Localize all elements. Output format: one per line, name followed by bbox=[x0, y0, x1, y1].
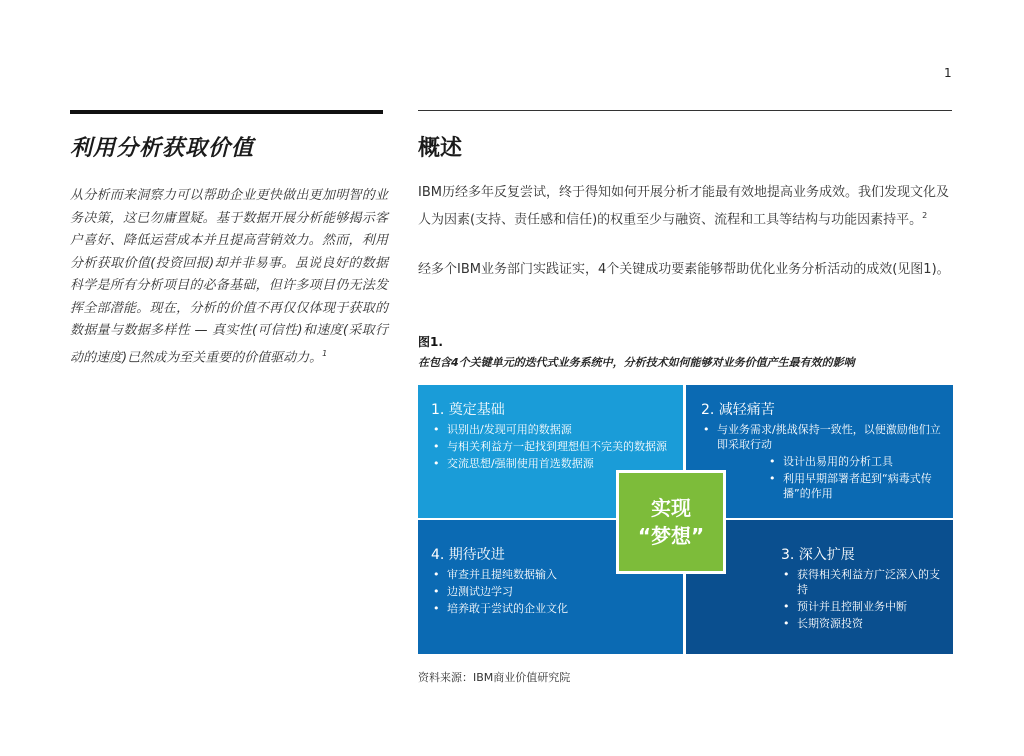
list-item: • 与相关利益方一起找到理想但不完美的数据源 bbox=[431, 439, 671, 454]
footnote-ref-2: 2 bbox=[922, 210, 928, 220]
quadrant-title: 3. 深入扩展 bbox=[781, 547, 855, 563]
list-item: • 边测试边学习 bbox=[431, 584, 671, 599]
left-section-title: 利用分析获取价值 bbox=[70, 136, 255, 161]
quadrant-list bbox=[781, 567, 943, 633]
list-item: • 交流思想/强制使用首选数据源 bbox=[431, 456, 671, 471]
overview-paragraph-2: 经多个IBM业务部门实践证实，4个关键成功要素能够帮助优化业务分析活动的成效(见图1)。 bbox=[418, 262, 950, 277]
list-item: • 预计并且控制业务中断 bbox=[781, 599, 943, 614]
figure-caption: 在包含4个关键单元的迭代式业务系统中，分析技术如何能够对业务价值产生最有效的影响 bbox=[418, 356, 855, 369]
center-line-1: 实现 bbox=[651, 496, 691, 520]
paragraph-1-text: IBM历经多年反复尝试，终于得知如何开展分析才能最有效地提高业务成效。我们发现文化及人为因素(支持、责任感和信任)的权重至少与融资、流程和工具等结构与功能因素持平。 bbox=[418, 185, 949, 227]
list-item: • 与业务需求/挑战保持一致性，以便激励他们立即采取行动 bbox=[701, 422, 941, 452]
quadrant-title: 4. 期待改进 bbox=[431, 547, 505, 563]
list-item: • 设计出易用的分析工具 bbox=[767, 454, 941, 469]
quadrant-list bbox=[431, 567, 671, 618]
right-header-rule bbox=[418, 110, 952, 111]
page-number: 1 bbox=[944, 66, 952, 80]
list-item: • 审查并且提纯数据输入 bbox=[431, 567, 671, 582]
quadrant-list bbox=[701, 422, 941, 503]
center-goal-box bbox=[616, 470, 726, 574]
footnote-ref-1: 1 bbox=[322, 348, 328, 358]
overview-paragraph-1 bbox=[418, 182, 954, 231]
quadrant-title: 2. 减轻痛苦 bbox=[701, 402, 775, 418]
left-section-body bbox=[70, 185, 388, 369]
left-body-text: 从分析而来洞察力可以帮助企业更快做出更加明智的业务决策，这已勿庸置疑。基于数据开展分析能够揭示客户喜好、降低运营成本并且提高营销效力。然而，利用分析获取价值(投资回报)却并非易事。虽说良好的数据科学是所有分析项目的必备基础，但许多项目仍无法发挥全部潜能。现在，分析的价值不再仅仅体现于获取的数据量与数据多样性 — 真实性(可信性)和速度(采取行动的速度)已然成为至关重要的价值驱动力。 bbox=[70, 188, 388, 365]
overview-title: 概述 bbox=[418, 136, 463, 161]
list-item: • 识别出/发现可用的数据源 bbox=[431, 422, 671, 437]
quadrant-expand-deeply bbox=[686, 520, 953, 654]
center-line-2: “梦想” bbox=[637, 524, 705, 548]
list-item: • 利用早期部署者起到“病毒式传播”的作用 bbox=[767, 471, 941, 501]
figure-label: 图1. bbox=[418, 335, 443, 349]
list-item: • 培养敢于尝试的企业文化 bbox=[431, 601, 671, 616]
list-item: • 获得相关利益方广泛深入的支持 bbox=[781, 567, 943, 597]
quadrant-reduce-pain bbox=[686, 385, 953, 518]
quadrant-list bbox=[431, 422, 671, 473]
quadrant-title: 1. 奠定基础 bbox=[431, 402, 505, 418]
list-item: • 长期资源投资 bbox=[781, 616, 943, 631]
source-note: 资料来源：IBM商业价值研究院 bbox=[418, 671, 571, 684]
left-header-rule bbox=[70, 110, 383, 114]
